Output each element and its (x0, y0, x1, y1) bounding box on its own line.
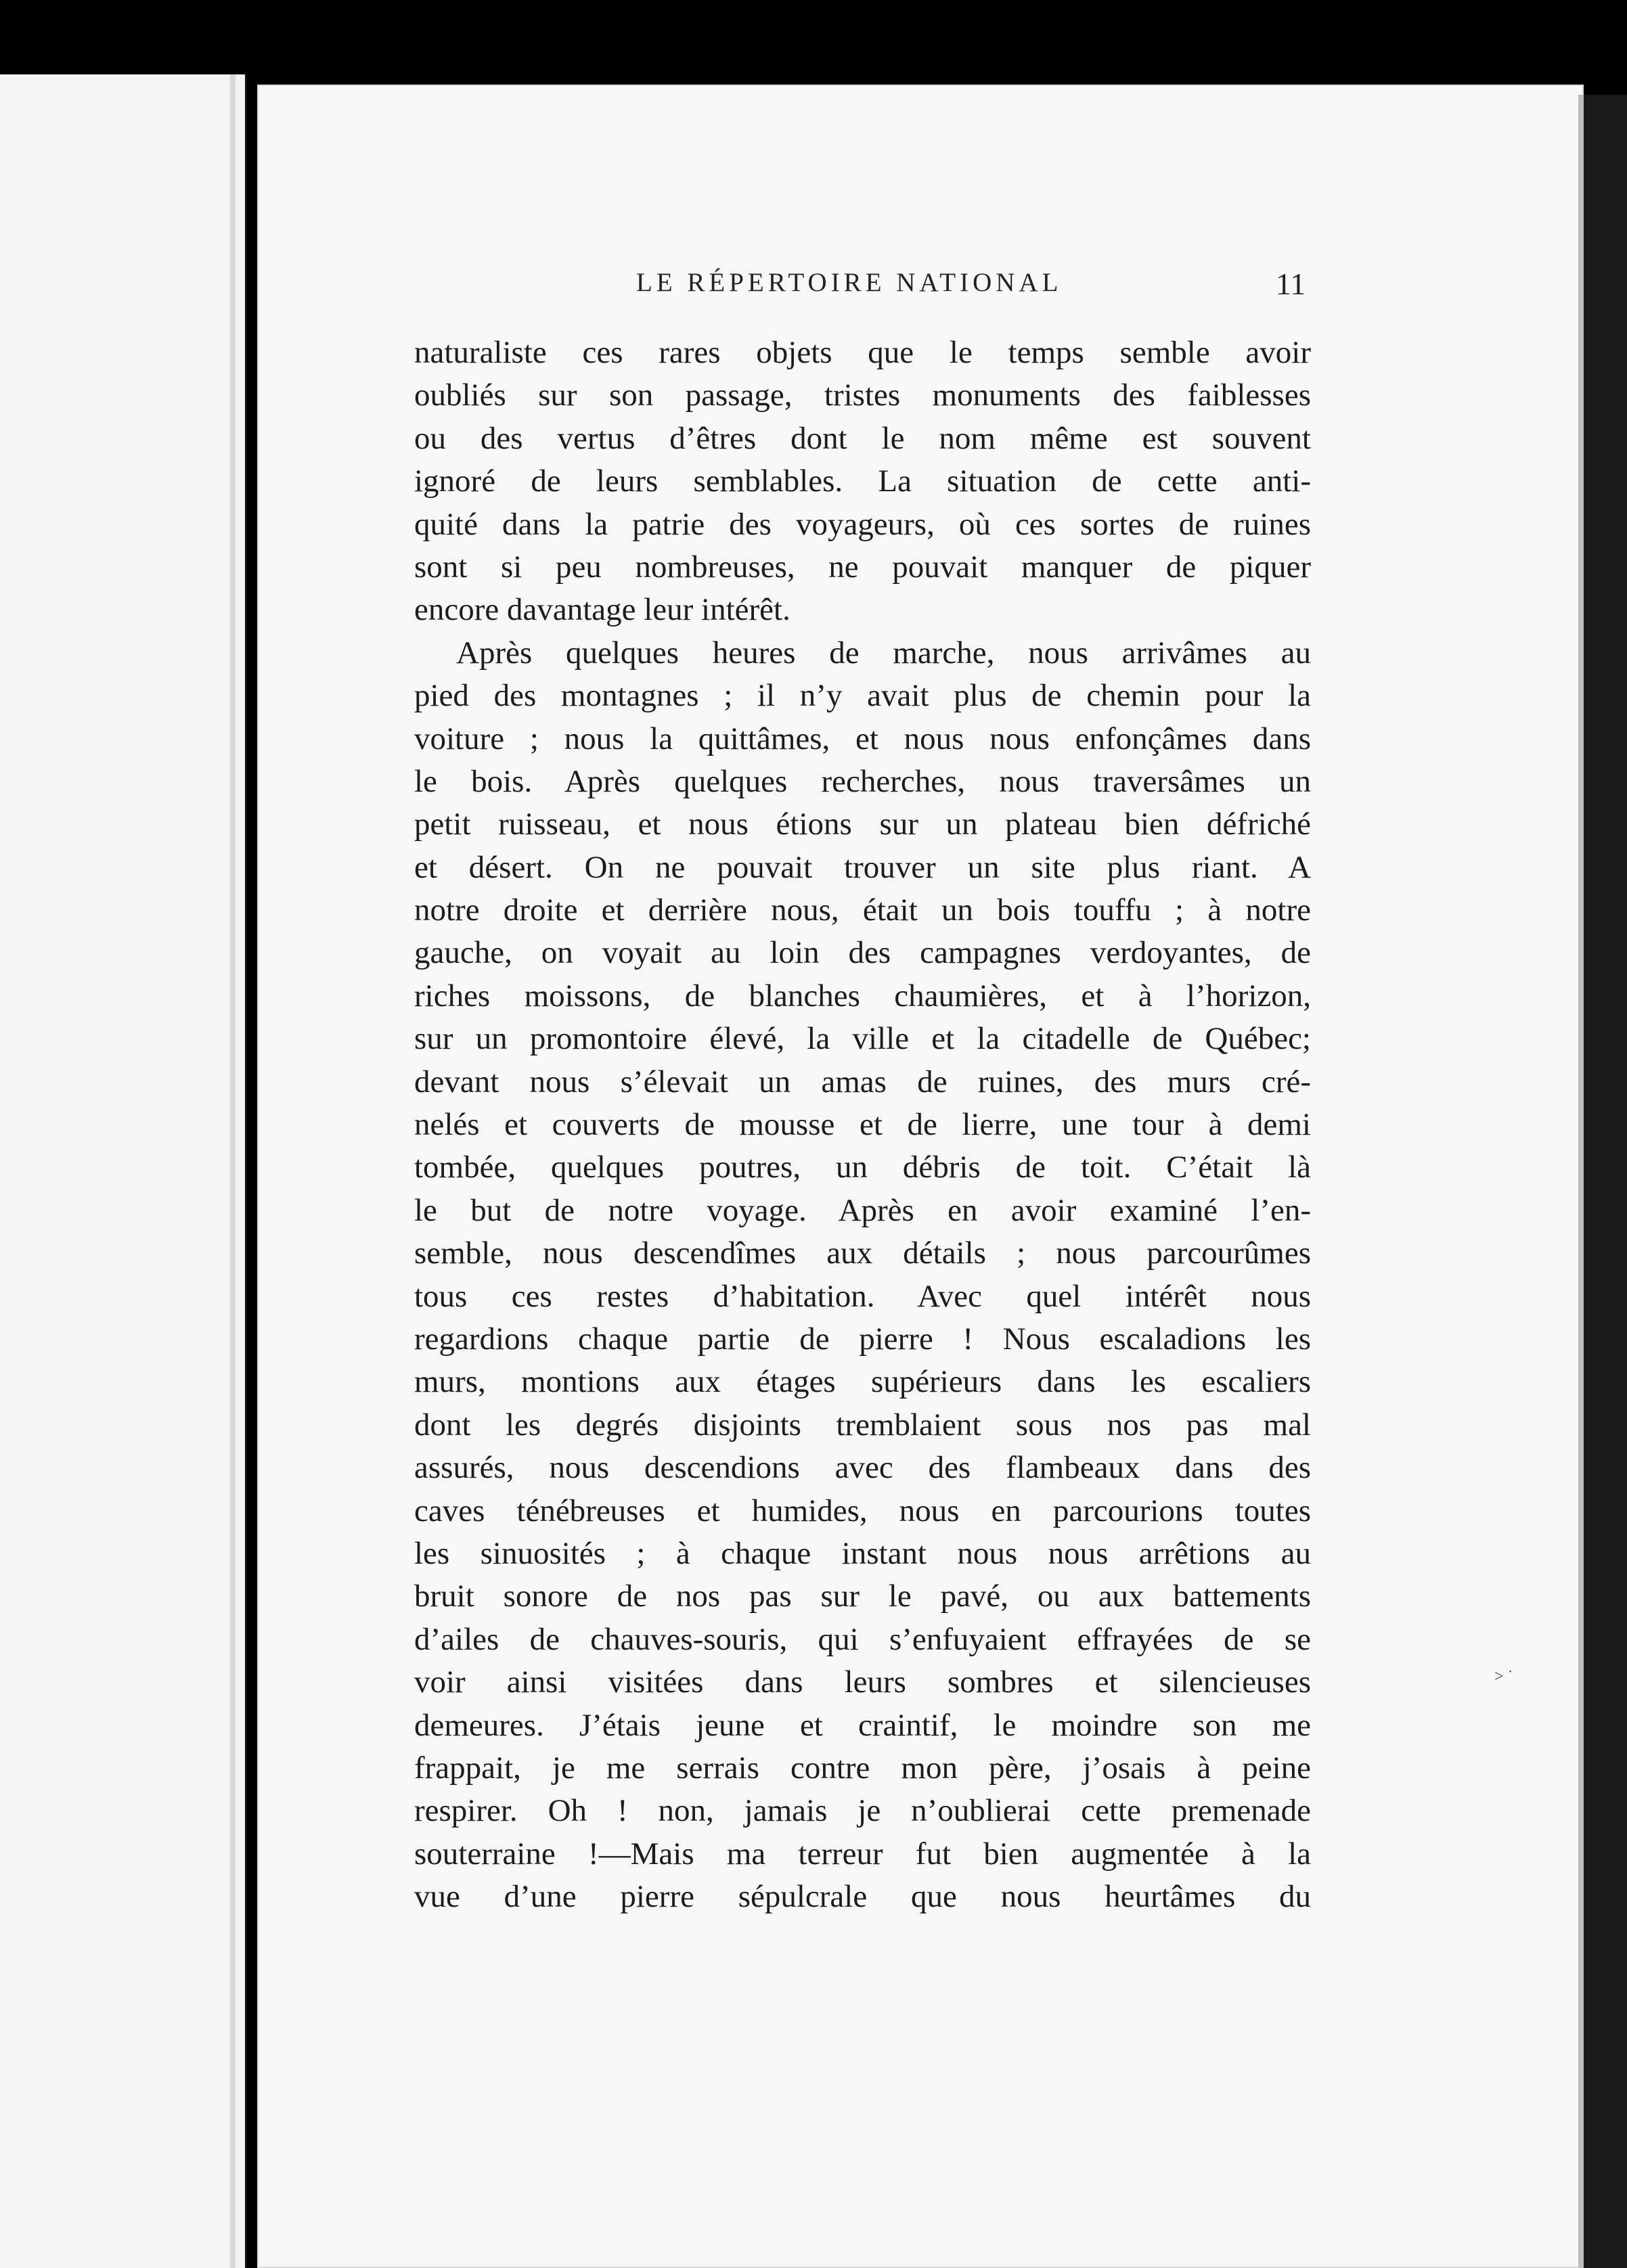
text-line: d’ailes de chauves-souris, qui s’enfuyaient effrayées de se (414, 1621, 1311, 1657)
text-line: ou des vertus d’êtres dont le nom même est souvent (414, 420, 1311, 456)
text-line: ignoré de leurs semblables. La situation de cette anti- (414, 463, 1311, 499)
facing-page-gutter (230, 74, 236, 2268)
text-line: respirer. Oh ! non, jamais je n’oublierai cette premenade (414, 1793, 1311, 1829)
text-line: oubliés sur son passage, tristes monuments des faiblesses (414, 378, 1311, 413)
text-line: sur un promontoire élevé, la ville et la citadelle de Québec; (414, 1021, 1311, 1057)
running-title: LE RÉPERTOIRE NATIONAL (636, 268, 1063, 297)
text-line: gauche, on voyait au loin des campagnes verdoyantes, de (414, 935, 1311, 971)
text-line: Après quelques heures de marche, nous arrivâmes au (456, 635, 1311, 671)
body-text (414, 332, 1311, 1918)
text-line: frappait, je me serrais contre mon père, j’osais à peine (414, 1750, 1311, 1786)
text-line: tombée, quelques poutres, un débris de toit. C’était là (414, 1150, 1311, 1185)
text-line: sont si peu nombreuses, ne pouvait manquer de piquer (414, 549, 1311, 585)
text-line: bruit sonore de nos pas sur le pavé, ou aux battements (414, 1579, 1311, 1614)
text-line: le but de notre voyage. Après en avoir examiné l’en- (414, 1192, 1311, 1228)
text-line: pied des montagnes ; il n’y avait plus de chemin pour la (414, 678, 1311, 714)
text-line: les sinuosités ; à chaque instant nous nous arrêtions au (414, 1535, 1311, 1571)
text-line: murs, montions aux étages supérieurs dans les escaliers (414, 1364, 1311, 1400)
text-line: voiture ; nous la quittâmes, et nous nous enfonçâmes dans (414, 721, 1311, 756)
text-line: encore davantage leur intérêt. (414, 592, 790, 628)
text-line: souterraine !—Mais ma terreur fut bien augmentée à la (414, 1836, 1311, 1872)
text-line: le bois. Après quelques recherches, nous traversâmes un (414, 763, 1311, 799)
text-line: notre droite et derrière nous, était un bois touffu ; à notre (414, 892, 1311, 928)
text-line: caves ténébreuses et humides, nous en parcourions toutes (414, 1493, 1311, 1528)
text-line: semble, nous descendîmes aux détails ; nous parcourûmes (414, 1235, 1311, 1271)
text-line: tous ces restes d’habitation. Avec quel intérêt nous (414, 1278, 1311, 1314)
text-line: petit ruisseau, et nous étions sur un plateau bien défriché (414, 807, 1311, 842)
text-line: naturaliste ces rares objets que le temps semble avoir (414, 335, 1311, 370)
text-line: assurés, nous descendions avec des flambeaux dans des (414, 1450, 1311, 1486)
text-line: et désert. On ne pouvait trouver un site plus riant. A (414, 849, 1311, 885)
text-line: nelés et couverts de mousse et de lierre, une tour à demi (414, 1107, 1311, 1143)
facing-page-edge (0, 74, 247, 2268)
book-cover-edge (1584, 95, 1627, 2268)
scan-speck: ˃ ˙ (1494, 1668, 1513, 1685)
text-line: vue d’une pierre sépulcrale que nous heurtâmes du (414, 1879, 1311, 1915)
text-line: regardions chaque partie de pierre ! Nous escaladions les (414, 1321, 1311, 1357)
text-line: devant nous s’élevait un amas de ruines, des murs cré- (414, 1064, 1311, 1099)
text-line: quité dans la patrie des voyageurs, où ces sortes de ruines (414, 506, 1311, 542)
text-line: demeures. J’étais jeune et craintif, le moindre son me (414, 1707, 1311, 1743)
text-line: riches moissons, de blanches chaumières, et à l’horizon, (414, 978, 1311, 1014)
text-line: voir ainsi visitées dans leurs sombres et silencieuses (414, 1664, 1311, 1700)
page-number: 11 (1276, 267, 1306, 301)
text-line: dont les degrés disjoints tremblaient sous nos pas mal (414, 1407, 1311, 1443)
